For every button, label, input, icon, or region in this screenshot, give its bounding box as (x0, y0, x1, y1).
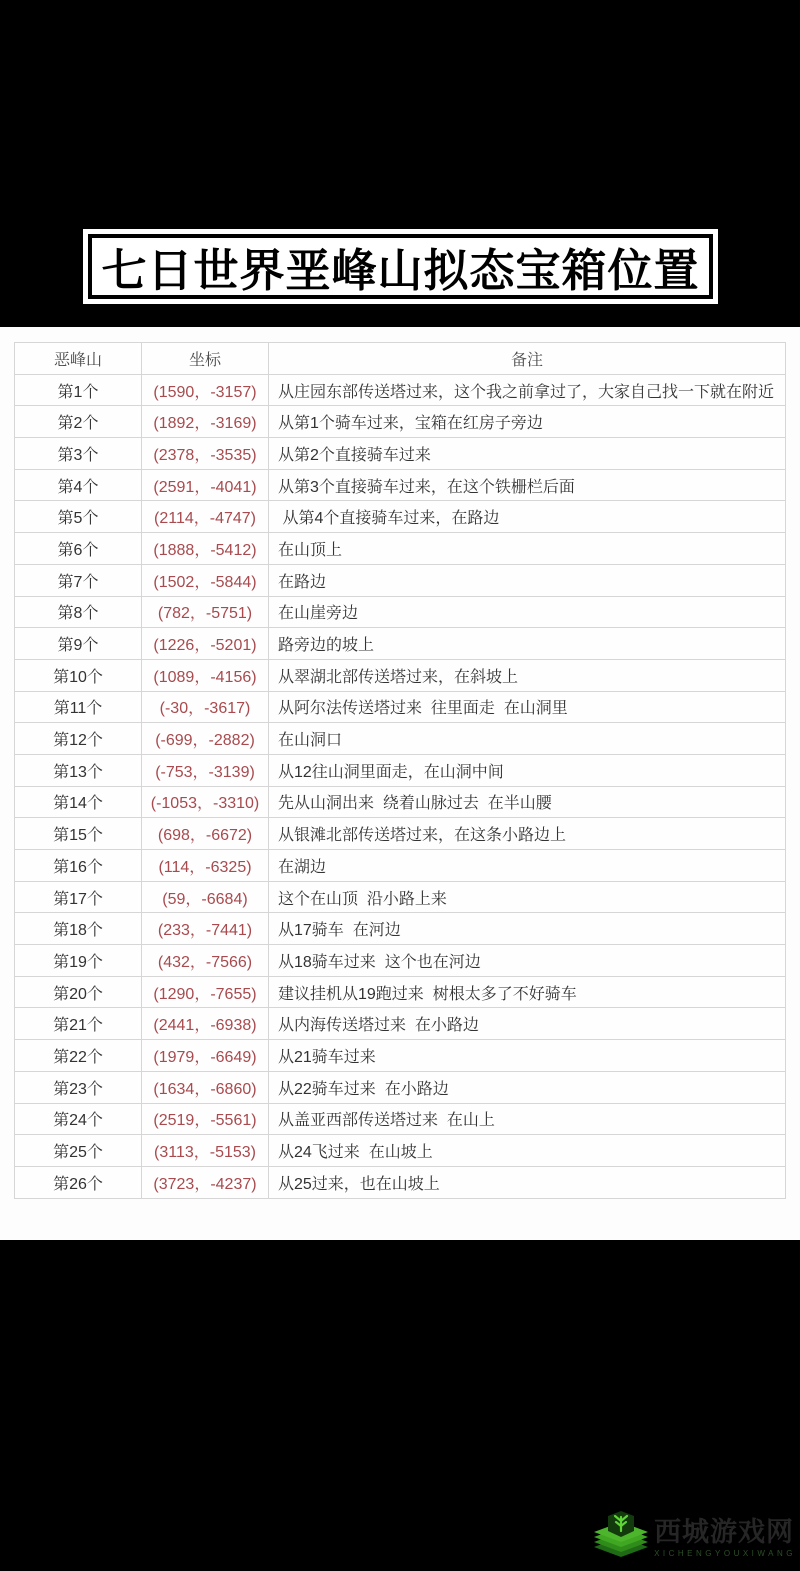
cell-note: 从庄园东部传送塔过来，这个我之前拿过了，大家自己找一下就在附近 (269, 374, 786, 406)
cell-note: 从18骑车过来 这个也在河边 (269, 945, 786, 977)
cell-index: 第20个 (15, 976, 142, 1008)
cell-index: 第5个 (15, 501, 142, 533)
cell-note: 先从山洞出来 绕着山脉过去 在半山腰 (269, 786, 786, 818)
cell-note: 从翠湖北部传送塔过来，在斜坡上 (269, 659, 786, 691)
cell-index: 第17个 (15, 881, 142, 913)
table-row (15, 659, 786, 691)
title-banner-frame (88, 234, 713, 299)
cell-note: 从25过来，也在山坡上 (269, 1166, 786, 1198)
table-row (15, 596, 786, 628)
cell-coordinate: (114，-6325) (142, 850, 269, 882)
cell-note: 在山崖旁边 (269, 596, 786, 628)
cell-coordinate: (1979，-6649) (142, 1040, 269, 1072)
cell-coordinate: (782，-5751) (142, 596, 269, 628)
cell-index: 第11个 (15, 691, 142, 723)
cell-index: 第26个 (15, 1166, 142, 1198)
table-row (15, 754, 786, 786)
table-row (15, 723, 786, 755)
cell-index: 第23个 (15, 1071, 142, 1103)
cell-note: 这个在山顶 沿小路上来 (269, 881, 786, 913)
table-row (15, 501, 786, 533)
table-row (15, 913, 786, 945)
cell-coordinate: (-30，-3617) (142, 691, 269, 723)
cell-index: 第3个 (15, 438, 142, 470)
cell-coordinate: (1888，-5412) (142, 533, 269, 565)
cell-index: 第6个 (15, 533, 142, 565)
table-row (15, 1040, 786, 1072)
table-row (15, 438, 786, 470)
cell-coordinate: (233，-7441) (142, 913, 269, 945)
cell-coordinate: (3113，-5153) (142, 1135, 269, 1167)
table-row (15, 1166, 786, 1198)
cell-coordinate: (-753，-3139) (142, 754, 269, 786)
cell-note: 从17骑车 在河边 (269, 913, 786, 945)
cell-note: 路旁边的坡上 (269, 628, 786, 660)
cell-coordinate: (1089，-4156) (142, 659, 269, 691)
cell-note: 从21骑车过来 (269, 1040, 786, 1072)
cell-coordinate: (3723，-4237) (142, 1166, 269, 1198)
table-row (15, 945, 786, 977)
cell-index: 第21个 (15, 1008, 142, 1040)
cell-index: 第15个 (15, 818, 142, 850)
cell-note: 在路边 (269, 564, 786, 596)
cell-index: 第9个 (15, 628, 142, 660)
table-row (15, 1103, 786, 1135)
cell-index: 第19个 (15, 945, 142, 977)
header-row (15, 343, 786, 375)
cell-coordinate: (2114，-4747) (142, 501, 269, 533)
cell-index: 第14个 (15, 786, 142, 818)
cell-coordinate: (1590，-3157) (142, 374, 269, 406)
cell-index: 第1个 (15, 374, 142, 406)
content-sheet (0, 327, 800, 1240)
table-row (15, 469, 786, 501)
cell-index: 第7个 (15, 564, 142, 596)
cell-note: 从盖亚西部传送塔过来 在山上 (269, 1103, 786, 1135)
watermark-site-name: 西城游戏网 (654, 1517, 795, 1548)
cell-note: 从12往山洞里面走，在山洞中间 (269, 754, 786, 786)
page-title: 七日世界垩峰山拟态宝箱位置 (101, 245, 700, 296)
cell-coordinate: (2591，-4041) (142, 469, 269, 501)
cell-index: 第16个 (15, 850, 142, 882)
title-banner (83, 229, 718, 304)
header-mountain: 恶峰山 (15, 343, 142, 375)
table-row (15, 881, 786, 913)
table-row (15, 406, 786, 438)
cell-index: 第24个 (15, 1103, 142, 1135)
cell-index: 第12个 (15, 723, 142, 755)
stacked-layers-sprout-icon (592, 1507, 650, 1569)
cell-coordinate: (-699，-2882) (142, 723, 269, 755)
table-body (15, 374, 786, 1198)
table-row (15, 818, 786, 850)
watermark-text (654, 1518, 796, 1557)
cell-note: 在山顶上 (269, 533, 786, 565)
watermark (592, 1507, 796, 1569)
cell-coordinate: (2441，-6938) (142, 1008, 269, 1040)
cell-index: 第18个 (15, 913, 142, 945)
cell-index: 第25个 (15, 1135, 142, 1167)
table-row (15, 976, 786, 1008)
cell-note: 从24飞过来 在山坡上 (269, 1135, 786, 1167)
table-row (15, 628, 786, 660)
table-row (15, 786, 786, 818)
cell-coordinate: (1634，-6860) (142, 1071, 269, 1103)
cell-index: 第2个 (15, 406, 142, 438)
cell-coordinate: (1290，-7655) (142, 976, 269, 1008)
cell-coordinate: (2519，-5561) (142, 1103, 269, 1135)
cell-coordinate: (59，-6684) (142, 881, 269, 913)
cell-note: 从第4个直接骑车过来，在路边 (269, 501, 786, 533)
cell-note: 在山洞口 (269, 723, 786, 755)
table-row (15, 850, 786, 882)
cell-coordinate: (698，-6672) (142, 818, 269, 850)
cell-note: 在湖边 (269, 850, 786, 882)
header-note: 备注 (269, 343, 786, 375)
cell-index: 第10个 (15, 659, 142, 691)
table-row (15, 1008, 786, 1040)
cell-note: 从第1个骑车过来，宝箱在红房子旁边 (269, 406, 786, 438)
cell-note: 从第3个直接骑车过来，在这个铁栅栏后面 (269, 469, 786, 501)
cell-note: 从22骑车过来 在小路边 (269, 1071, 786, 1103)
table-row (15, 564, 786, 596)
table-row (15, 1135, 786, 1167)
cell-coordinate: (1502，-5844) (142, 564, 269, 596)
cell-note: 从内海传送塔过来 在小路边 (269, 1008, 786, 1040)
table-row (15, 691, 786, 723)
cell-coordinate: (2378，-3535) (142, 438, 269, 470)
cell-coordinate: (1226，-5201) (142, 628, 269, 660)
cell-note: 建议挂机从19跑过来 树根太多了不好骑车 (269, 976, 786, 1008)
cell-note: 从第2个直接骑车过来 (269, 438, 786, 470)
chest-location-table (14, 342, 786, 1199)
cell-coordinate: (432，-7566) (142, 945, 269, 977)
cell-coordinate: (1892，-3169) (142, 406, 269, 438)
table-row (15, 533, 786, 565)
cell-index: 第8个 (15, 596, 142, 628)
watermark-site-name-en: XICHENGYOUXIWANG (654, 1548, 796, 1558)
cell-index: 第4个 (15, 469, 142, 501)
cell-note: 从阿尔法传送塔过来 往里面走 在山洞里 (269, 691, 786, 723)
table-header (15, 343, 786, 375)
table-row (15, 1071, 786, 1103)
table-row (15, 374, 786, 406)
cell-coordinate: (-1053，-3310) (142, 786, 269, 818)
cell-index: 第22个 (15, 1040, 142, 1072)
cell-index: 第13个 (15, 754, 142, 786)
cell-note: 从银滩北部传送塔过来，在这条小路边上 (269, 818, 786, 850)
header-coordinate: 坐标 (142, 343, 269, 375)
